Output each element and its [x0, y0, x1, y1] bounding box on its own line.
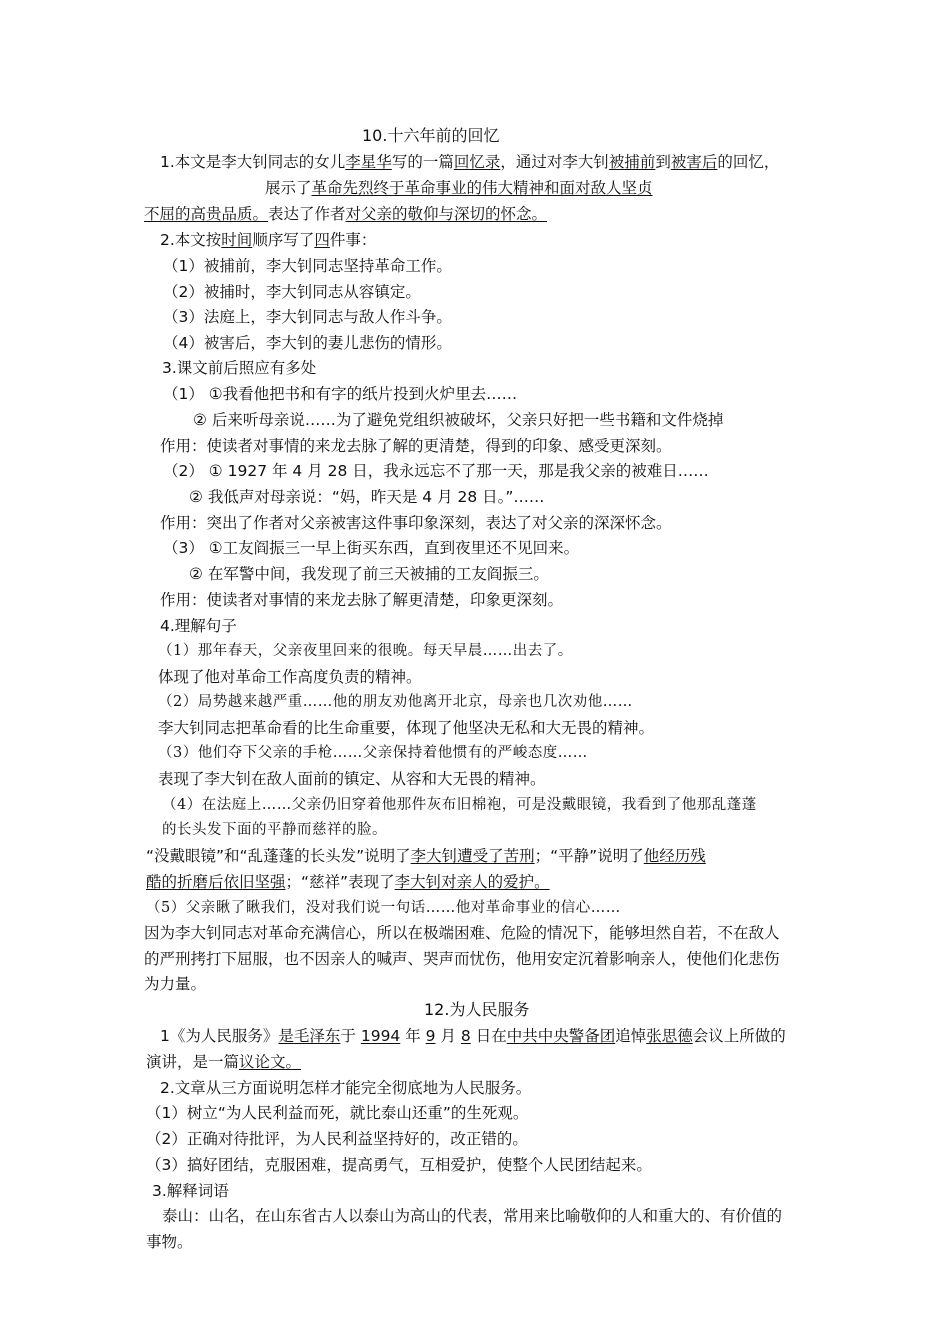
paragraph-heading: 4.理解句子 — [160, 617, 237, 635]
text-segment: 2.本文按 — [160, 231, 222, 249]
underlined-answer: 议论文。 — [239, 1053, 302, 1071]
text-segment: ；“慈祥”表现了 — [285, 873, 395, 891]
paragraph-line — [160, 230, 376, 250]
list-item: 作用：使读者对事情的来龙去脉了解更清楚，印象更深刻。 — [160, 591, 564, 609]
explanation: 的严刑拷打下屈服，也不因亲人的喊声、哭声而忧伤，他用安定沉着影响亲人，使他们化悲伤 — [144, 950, 780, 968]
list-item: （2）被捕时，李大钊同志从容镇定。 — [163, 283, 421, 301]
underlined-answer: 张思德 — [646, 1027, 693, 1045]
text-segment: 追悼 — [615, 1027, 647, 1045]
text-segment: ，通过对李大钊 — [500, 153, 609, 171]
underlined-answer: 李星华 — [345, 153, 392, 171]
text-segment: 到 — [655, 153, 671, 171]
underlined-answer: 不屈的高贵品质。 — [144, 205, 269, 223]
underlined-answer: 是 — [278, 1027, 294, 1045]
underlined-answer: 酷的折磨后依旧坚强 — [146, 873, 286, 891]
explanation: 因为李大钊同志对革命充满信心，所以在极端困难、危险的情况下，能够坦然自若，不在敌人 — [144, 924, 780, 942]
list-item: ② 后来听母亲说……为了避免党组织被破坏，父亲只好把一些书籍和文件烧掉 — [193, 411, 724, 429]
explanation — [146, 872, 550, 892]
text-segment: 日在 — [470, 1027, 507, 1045]
definition: 事物。 — [146, 1233, 193, 1251]
text-segment: 1《为人民服务》 — [160, 1027, 279, 1045]
text-segment: 件事： — [329, 231, 377, 249]
list-item: （3） ①工友阎振三一早上街买东西，直到夜里还不见回来。 — [163, 539, 580, 557]
list-item: 作用：使读者对事情的来龙去脉了解的更清楚，得到的印象、感受更深刻。 — [160, 437, 672, 455]
underlined-answer: 四 — [314, 231, 330, 249]
paragraph-heading: 3.解释词语 — [152, 1182, 229, 1200]
text-segment: 演讲，是一篇 — [146, 1053, 240, 1071]
explanation: 体现了他对革命工作高度负责的精神。 — [158, 668, 422, 686]
list-item: （1）被捕前，李大钊同志坚持革命工作。 — [163, 257, 452, 275]
underlined-answer: 时间 — [221, 231, 253, 249]
list-item: （3）法庭上，李大钊同志与敌人作斗争。 — [163, 308, 452, 326]
explanation: 表现了李大钊在敌人面前的镇定、从容和大无畏的精神。 — [158, 770, 546, 788]
quoted-sentence: （1）那年春天，父亲夜里回来的很晚。每天早晨……出去了。 — [158, 643, 573, 659]
text-segment: ；“平静”说明了 — [534, 847, 644, 865]
quoted-sentence: （5）父亲瞅了瞅我们，没对我们说一句话……他对革命事业的信心…… — [146, 900, 621, 916]
list-item: （4）被害后，李大钊的妻儿悲伤的情形。 — [163, 334, 452, 352]
underlined-answer: 回忆录 — [453, 153, 501, 171]
quoted-sentence: （4）在法庭上……父亲仍旧穿着他那件灰布旧棉袍，可是没戴眼镜，我看到了他那乱蓬蓬 — [162, 797, 757, 813]
underlined-answer: 8 — [460, 1027, 471, 1045]
paragraph-line — [265, 178, 653, 198]
definition: 泰山：山名，在山东省古人以泰山为高山的代表，常用来比喻敬仰的人和重大的、有价值的 — [162, 1207, 783, 1225]
underlined-answer: 对父亲的敬仰与深切的怀念。 — [345, 205, 548, 223]
underlined-answer: 革命先烈终于革命事业的伟大精神和面对敌人坚贞 — [311, 179, 653, 197]
text-segment: 表达了作者 — [268, 205, 346, 223]
quoted-sentence: （2）局势越来越严重……他的朋友劝他离开北京，母亲也几次劝他…… — [158, 694, 633, 710]
list-item: （3）搞好团结，克服困难，提高勇气，互相爱护，使整个人民团结起来。 — [146, 1156, 652, 1174]
paragraph-line — [160, 152, 779, 172]
paragraph-line — [146, 1052, 301, 1072]
list-item: （2） ① 1927 年 4 月 28 日，我永远忘不了那一天，那是我父亲的被难日…… — [163, 462, 709, 480]
underlined-answer: 9 — [425, 1027, 436, 1045]
explanation: 为力量。 — [144, 975, 207, 993]
underlined-answer: 被捕前 — [608, 153, 656, 171]
paragraph-line — [144, 204, 547, 224]
underlined-answer: 李大钊对亲人的爱护。 — [394, 873, 550, 891]
text-segment: 1.本文是李大钊同志的女儿 — [160, 153, 346, 171]
list-item: ② 我低声对母亲说：“妈，昨天是 4 月 28 日。”…… — [189, 488, 545, 506]
text-segment: 会议上所做的 — [692, 1027, 786, 1045]
text-segment: 年 — [400, 1027, 426, 1045]
underlined-answer: 毛泽东 — [293, 1027, 341, 1045]
underlined-answer: 1994 — [360, 1027, 401, 1045]
list-item: （2）正确对待批评，为人民利益坚持好的，改正错的。 — [146, 1130, 528, 1148]
underlined-answer: 被害后 — [670, 153, 718, 171]
underlined-answer: 李大钊遭受了苦刑 — [410, 847, 535, 865]
quoted-sentence: 的长头发下面的平静而慈祥的脸。 — [162, 822, 387, 838]
explanation: 李大钊同志把革命看的比生命重要，体现了他坚决无私和大无畏的精神。 — [158, 719, 655, 737]
text-segment: 月 — [435, 1027, 461, 1045]
section-title: 10.十六年前的回忆 — [362, 126, 500, 145]
paragraph-line — [160, 1026, 786, 1046]
underlined-answer: 他经历残 — [643, 847, 706, 865]
list-item: （1）树立“为人民利益而死，就比泰山还重”的生死观。 — [146, 1104, 529, 1122]
list-item: 作用：突出了作者对父亲被害这件事印象深刻，表达了对父亲的深深怀念。 — [160, 514, 672, 532]
quoted-sentence: （3）他们夺下父亲的手枪……父亲保持着他惯有的严峻态度…… — [158, 745, 588, 761]
list-item: ② 在军警中间，我发现了前三天被捕的工友阎振三。 — [189, 565, 549, 583]
text-segment: 的回忆， — [717, 153, 780, 171]
text-segment: 于 — [340, 1027, 361, 1045]
paragraph-heading: 2.文章从三方面说明怎样才能完全彻底地为人民服务。 — [160, 1079, 532, 1097]
explanation — [146, 846, 706, 866]
text-segment: 顺序写了 — [252, 231, 315, 249]
list-item: （1） ①我看他把书和有字的纸片投到火炉里去…… — [163, 385, 518, 403]
text-segment: 展示了 — [265, 179, 312, 197]
underlined-answer: 中共中央警备团 — [506, 1027, 616, 1045]
paragraph-heading: 3.课文前后照应有多处 — [162, 359, 317, 377]
section-title: 12.为人民服务 — [424, 1000, 530, 1019]
text-segment: “没戴眼镜”和“乱蓬蓬的长头发”说明了 — [146, 847, 411, 865]
text-segment: 写的一篇 — [391, 153, 454, 171]
